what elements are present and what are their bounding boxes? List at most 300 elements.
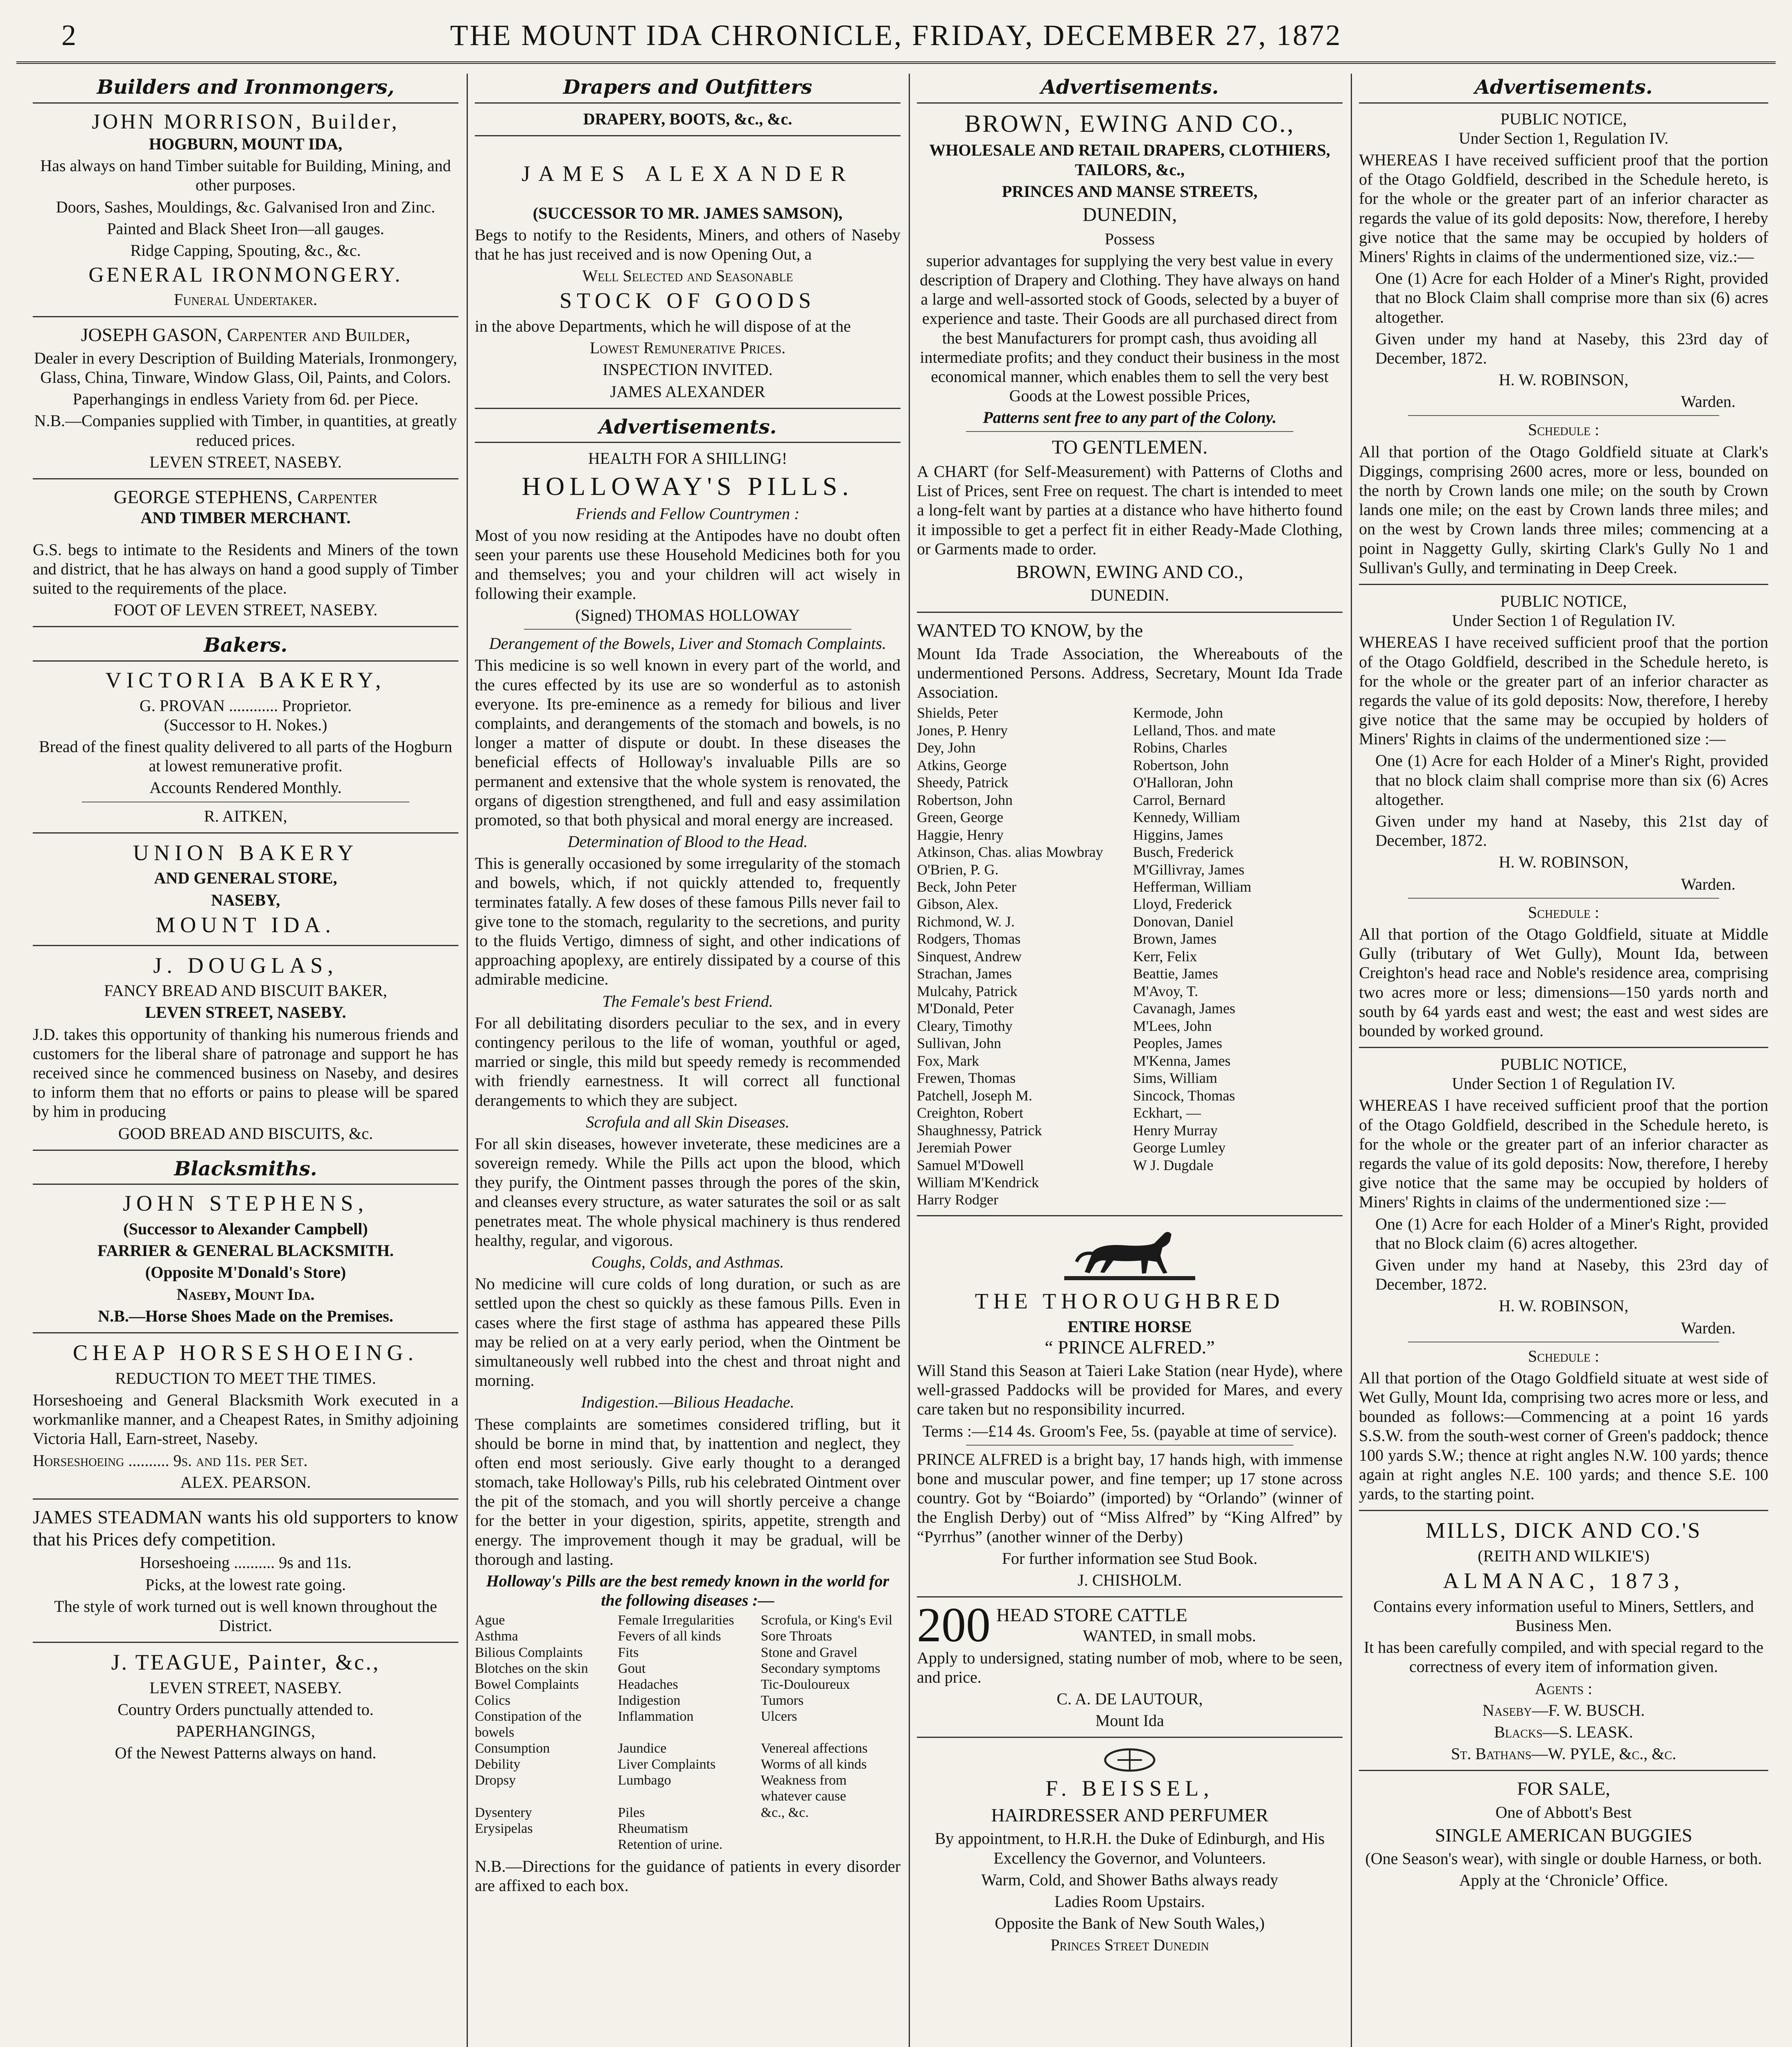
sub-heading: TO GENTLEMEN. — [1052, 436, 1208, 459]
masthead — [16, 8, 1776, 66]
person-name: Hefferman, William — [1133, 879, 1252, 895]
ad-text: NASEBY, — [211, 890, 280, 909]
ad-text: GENERAL IRONMONGERY. — [88, 263, 403, 287]
disease-item: Weakness from whatever cause — [761, 1773, 847, 1804]
ad-heading: UNION BAKERY — [133, 840, 359, 865]
ad-subheading: WHOLESALE AND RETAIL DRAPERS, CLOTHIERS, TAILORS, &c., — [929, 141, 1330, 179]
notice-regulation: Under Section 1 of Regulation IV. — [1452, 1074, 1675, 1093]
ad-text: These complaints are sometimes considered trifling, but it should be borne in mind that, by inattention and neglect, they often end most seriously. Give early thought to a deranged stomach, take Holloway's Pills, rub his celebrated Ointment over the pit of the stomach, and you will shortly perceive a change for the better in your digestion, spirits, appetite, strength and energy. The improvement though it may be gradual, will be thorough and lasting. — [475, 1414, 901, 1568]
disease-item — [475, 1837, 614, 1853]
persons-list — [917, 704, 1343, 1209]
person-name: O'Halloran, John — [1133, 774, 1233, 791]
ad-city: DUNEDIN, — [1082, 203, 1177, 226]
newspaper-page — [16, 8, 1776, 2047]
person-name: Kerr, Felix — [1133, 948, 1197, 965]
notice-signature: H. W. ROBINSON, — [1499, 1297, 1629, 1315]
wanted-to-know-ad — [917, 619, 1343, 1209]
ad-text: FARRIER & GENERAL BLACKSMITH. — [97, 1241, 394, 1260]
ad-heading: VICTORIA BAKERY, — [105, 667, 386, 692]
ad-text: Opposite the Bank of New South Wales,) — [995, 1914, 1265, 1933]
public-notice-3 — [1359, 1055, 1768, 1503]
alexander-ad — [475, 161, 901, 401]
ad-text: One of Abbott's Best — [1495, 1803, 1632, 1821]
brown-ewing-ad — [917, 109, 1343, 605]
ad-subheading: AND TIMBER MERCHANT. — [140, 508, 351, 527]
person-name: Eckhart, — — [1133, 1105, 1201, 1121]
disease-item: Liver Complaints — [618, 1757, 716, 1772]
section-heading: Blacksmiths. — [33, 1157, 458, 1185]
ad-text: G. PROVAN ............ Proprietor. — [139, 696, 352, 715]
ad-address: LEVEN STREET, NASEBY. — [149, 1678, 342, 1697]
person-name: Robertson, John — [917, 791, 1013, 808]
sub-heading: Scrofula and all Skin Diseases. — [586, 1112, 790, 1131]
person-name: M'Gillivray, James — [1133, 861, 1245, 878]
ad-heading: JAMES STEADMAN wants his old supporters to know that his Prices defy competition. — [33, 1506, 458, 1550]
ad-text: Most of you now residing at the Antipodes have no doubt often seen your parents use these Household Medicines both for you and themselves; you and your children will act wisely in following their example. — [475, 526, 901, 603]
ad-text: LEVEN STREET, NASEBY. — [145, 1003, 346, 1022]
disease-item: Venereal affections — [761, 1741, 868, 1756]
ad-text: FOOT OF LEVEN STREET, NASEBY. — [113, 601, 378, 619]
person-name: Harry Rodger — [917, 1191, 998, 1208]
column-1 — [33, 76, 458, 2047]
ad-address: PRINCES AND MANSE STREETS, — [1002, 182, 1258, 201]
person-name: Patchell, Joseph M. — [917, 1087, 1032, 1104]
section-heading: Builders and Ironmongers, — [33, 76, 458, 104]
person-name: Creighton, Robert — [917, 1105, 1023, 1121]
disease-item: Fevers of all kinds — [618, 1629, 721, 1644]
ad-text: superior advantages for supplying the very best value in every description of Drapery and Clothing. They have always on hand a large and well-assorted stock of Goods, selected by a buyer of experience and taste. Their Goods are all purchased direct from the best Manufacturers for prompt cash, thus avoiding all intermediate profits; and they conduct their business in the most economical manner, which enables them to sell the very best Goods at the Lowest possible Prices, — [920, 251, 1340, 405]
ad-text: Dealer in every Description of Building Materials, Ironmongery, Glass, China, Tinware, Window Glass, Oil, Paints, and Colors. — [34, 348, 457, 387]
person-name: Cavanagh, James — [1133, 1000, 1235, 1017]
ad-text: N.B.—Directions for the guidance of patients in every disorder are affixed to each box. — [475, 1857, 901, 1895]
disease-item: Jaundice — [618, 1741, 667, 1756]
ad-text: For all skin diseases, however inveterate, these medicines are a sovereign remedy. While the Pills act upon the blood, which they purify, the Ointment passes through the pores of the skin, and cleanses every structure, as water saturates the soil or as salt penetrates meat. The whole physical machinery is thus rendered healthy, regular, and vigorous. — [475, 1134, 901, 1249]
ad-signature: ALEX. PEARSON. — [180, 1473, 311, 1491]
divider — [524, 629, 851, 630]
person-name: Robertson, John — [1133, 757, 1229, 773]
section-heading: Advertisements. — [917, 76, 1343, 104]
divider — [33, 478, 458, 479]
ad-text: PRINCE ALFRED is a bright bay, 17 hands high, with immense bone and muscular power, and fine temper; up 17 stone across country. Got by “Boiardo” (imported) by “Orlando” (winner of the English Derby) out of “Miss Alfred” by “King Alfred” by “Pyrrhus” (another winner of the Derby) — [917, 1450, 1343, 1546]
ad-text: Princes Street Dunedin — [1050, 1936, 1209, 1954]
person-name: Busch, Frederick — [1133, 844, 1234, 861]
disease-item: Tumors — [761, 1692, 804, 1708]
disease-item: Asthma — [475, 1629, 518, 1644]
disease-item: Blotches on the skin — [475, 1661, 588, 1676]
person-name: Peoples, James — [1133, 1035, 1222, 1052]
divider — [33, 1150, 458, 1151]
divider — [475, 408, 901, 409]
ad-text: Horseshoeing and General Blacksmith Work executed in a workmanlike manner, and a Cheapest Rates, in Smithy adjoining Victoria Hall, Earn-street, Naseby. — [33, 1390, 458, 1448]
disease-item — [761, 1837, 901, 1853]
price-value: 9s. and 11s. per Set. — [173, 1451, 308, 1470]
person-name: Sinquest, Andrew — [917, 948, 1022, 965]
public-notice-2 — [1359, 592, 1768, 1040]
ad-text: By appointment, to H.R.H. the Duke of Edinburgh, and His Excellency the Governor, and Volunteers. — [934, 1829, 1325, 1867]
person-name: Atkins, George — [917, 757, 1007, 773]
ad-text: Will Stand this Season at Taieri Lake Station (near Hyde), where well-grassed Paddocks will be provided for Mares, and every care taken but no responsibility incurred. — [917, 1361, 1343, 1419]
running-head: THE MOUNT IDA CHRONICLE, FRIDAY, DECEMBER 27, 1872 — [450, 19, 1342, 52]
horse-icon — [1060, 1223, 1199, 1284]
ad-heading: J. DOUGLAS, — [153, 953, 338, 978]
section-heading: Advertisements. — [1359, 76, 1768, 104]
disease-item: Sore Throats — [761, 1629, 832, 1644]
column-rule — [1351, 74, 1352, 2047]
divider — [917, 612, 1343, 613]
ad-text: LEVEN STREET, NASEBY. — [149, 452, 342, 471]
notice-heading: PUBLIC NOTICE, — [1500, 592, 1627, 610]
person-name: Robins, Charles — [1133, 739, 1227, 756]
ad-heading: CHEAP HORSESHOEING. — [72, 1340, 419, 1365]
notice-heading: PUBLIC NOTICE, — [1500, 1055, 1627, 1074]
john-stephens-ad — [33, 1191, 458, 1326]
page-number: 2 — [61, 19, 76, 52]
gason-ad — [33, 324, 458, 472]
disease-list — [475, 1612, 901, 1852]
ad-heading: JAMES ALEXANDER — [521, 161, 854, 186]
person-name: Higgins, James — [1133, 826, 1223, 843]
ad-heading: J. TEAGUE, Painter, &c., — [111, 1650, 380, 1675]
ad-text: Accounts Rendered Monthly. — [149, 778, 342, 797]
person-name: Fox, Mark — [917, 1052, 979, 1069]
ad-agent: St. Bathans—W. PYLE, &c., &c. — [1451, 1744, 1677, 1763]
ad-signature: (Signed) THOMAS HOLLOWAY — [575, 606, 800, 625]
person-name: O'Brien, P. G. — [917, 861, 999, 878]
ad-price-row: Horseshoeing .......... 9s. and 11s. per Set. — [33, 1451, 308, 1470]
ad-heading: JOSEPH GASON, Carpenter and Builder, — [81, 324, 411, 345]
notice-schedule-heading: Schedule : — [1528, 903, 1599, 922]
disease-item: Lumbago — [618, 1773, 671, 1788]
ad-subheading: REDUCTION TO MEET THE TIMES. — [115, 1369, 376, 1387]
divider — [33, 1498, 458, 1500]
disease-item: Erysipelas — [475, 1821, 533, 1836]
ad-text: Begs to notify to the Residents, Miners, and others of Naseby that he has just received and is now Opening Out, a — [475, 225, 901, 263]
column-rule — [909, 74, 910, 2047]
ad-text: Paperhangings in endless Variety from 6d. per Piece. — [72, 390, 419, 409]
ad-text: R. AITKEN, — [204, 807, 287, 825]
cheap-horseshoeing-ad — [33, 1340, 458, 1492]
person-name: Donovan, Daniel — [1133, 913, 1234, 930]
disease-item: Consumption — [475, 1741, 550, 1756]
person-name: Brown, James — [1133, 931, 1216, 947]
price-label: Horseshoeing — [33, 1451, 124, 1470]
notice-regulation: Under Section 1, Regulation IV. — [1458, 129, 1669, 147]
person-name: Shaughnessy, Patrick — [917, 1122, 1042, 1139]
divider — [917, 1737, 1343, 1738]
person-name: Frewen, Thomas — [917, 1070, 1016, 1087]
ad-text: Country Orders punctually attended to. — [117, 1700, 374, 1719]
ad-heading: WANTED TO KNOW, by the — [917, 619, 1143, 641]
morrison-ad — [33, 109, 458, 310]
ad-text: Bread of the finest quality delivered to all parts of the Hogburn at lowest remunerative profit. — [39, 737, 452, 775]
douglas-ad — [33, 953, 458, 1143]
section-heading: Bakers. — [33, 634, 458, 662]
ad-text: For all debilitating disorders peculiar to the sex, and in every contingency perilous to the life of woman, youthful or aged, married or single, this mild but speedy remedy is recommended with friendly earnestness. It will correct all functional derangements to which they are subject. — [475, 1013, 901, 1109]
ad-text: Lowest Remunerative Prices. — [589, 339, 786, 357]
ad-text: This is generally occasioned by some irregularity of the stomach and bowels, which, if not quickly attended to, frequently terminates fatally. A few doses of these famous Pills never fail to give tone to the stomach, regularity to the secretions, and purity to the fluids Vertigo, dimness of sight, and other indications of approaching apoplexy, are entirely dissipated by a course of this admirable medicine. — [475, 854, 901, 989]
public-notice-1 — [1359, 109, 1768, 577]
notice-size: One (1) Acre for each Holder of a Miner's Right, provided that no Block Claim shall comprise more than six (6) acres altogether. — [1375, 269, 1768, 326]
person-name: Gibson, Alex. — [917, 896, 999, 913]
divider — [1359, 1770, 1768, 1771]
ad-text: (One Season's wear), with single or double Harness, or both. — [1365, 1849, 1762, 1868]
ad-text: The style of work turned out is well known throughout the District. — [54, 1597, 437, 1635]
horse-name: “ PRINCE ALFRED.” — [1045, 1336, 1215, 1358]
sub-heading: DRAPERY, BOOTS, &c., &c. — [583, 109, 792, 128]
notice-regulation: Under Section 1 of Regulation IV. — [1452, 611, 1675, 630]
divider — [1359, 1510, 1768, 1511]
ad-heading: THE THOROUGHBRED — [975, 1288, 1285, 1313]
person-name: William M'Kendrick — [917, 1174, 1039, 1191]
ad-text: Painted and Black Sheet Iron—all gauges. — [107, 219, 384, 238]
divider — [33, 1642, 458, 1643]
person-name: Strachan, James — [917, 965, 1012, 982]
ad-text: Apply to undersigned, stating number of mob, where to be seen, and price. — [917, 1648, 1343, 1686]
disease-item: Dysentery — [475, 1805, 532, 1820]
disease-item: Secondary symptoms — [761, 1661, 880, 1676]
column-3 — [917, 76, 1343, 2047]
disease-item — [761, 1821, 901, 1837]
for-sale-ad — [1359, 1778, 1768, 1890]
notice-heading: PUBLIC NOTICE, — [1500, 109, 1627, 128]
victoria-bakery-ad — [33, 667, 458, 826]
person-name: Sheedy, Patrick — [917, 774, 1009, 791]
teague-ad — [33, 1649, 458, 1762]
steadman-ad — [33, 1506, 458, 1635]
divider — [1359, 1047, 1768, 1048]
divider — [33, 1332, 458, 1333]
ad-tagline: HEALTH FOR A SHILLING! — [588, 449, 788, 468]
beissel-ad — [917, 1744, 1343, 1954]
ad-text: in the above Departments, which he will dispose of at the — [475, 317, 851, 335]
ad-subheading: AND GENERAL STORE, — [154, 869, 337, 888]
person-name: Rodgers, Thomas — [917, 931, 1021, 947]
disease-item: Retention of urine. — [618, 1837, 723, 1852]
person-name: Mulcahy, Patrick — [917, 983, 1018, 999]
ad-heading: F. BEISSEL, — [1045, 1776, 1214, 1801]
notice-schedule: All that portion of the Otago Goldfield, situate at Middle Gully (tributary of Wet Gully), Mount Ida, between Creighton's head race and Noble's residence area, comprising two acres more or less; dimensions—150 yards north and south by 64 yards east and west; the east and west sides are bounded by worked ground. — [1359, 924, 1768, 1040]
ad-subheading: HAIRDRESSER AND PERFUMER — [991, 1805, 1268, 1826]
divider — [966, 1445, 1293, 1446]
disease-item: Stone and Gravel — [761, 1645, 858, 1660]
notice-body: WHEREAS I have received sufficient proof that the portion of the Otago Goldfield, described in the Schedule hereto, is for the whole or the greater part of an inferior character as regards the value of its gold deposits: Now, therefore, I hereby give notice that the same may be occupied by holders of Miners' Rights in claims of the undermentioned size, viz.:— — [1359, 151, 1768, 266]
ad-text: STOCK OF GOODS — [559, 288, 816, 313]
ad-terms: Terms :—£14 4s. Groom's Fee, 5s. (payable at time of service). — [922, 1421, 1337, 1440]
ad-heading: MILLS, DICK AND CO.'S — [1425, 1518, 1702, 1543]
disease-item: Ulcers — [761, 1708, 797, 1724]
stephens-ad — [33, 486, 458, 619]
notice-schedule-heading: Schedule : — [1528, 420, 1599, 439]
divider — [33, 626, 458, 627]
disease-item: Bowel Complaints — [475, 1676, 579, 1692]
disease-item: Headaches — [618, 1676, 678, 1692]
person-name: Kermode, John — [1133, 705, 1223, 721]
ad-text: For further information see Stud Book. — [1002, 1549, 1258, 1568]
person-name: M'Donald, Peter — [917, 1000, 1014, 1017]
ad-heading: FOR SALE, — [1517, 1778, 1610, 1799]
person-name: Jeremiah Power — [917, 1139, 1011, 1156]
ad-subheading: (REITH AND WILKIE'S) — [1478, 1546, 1650, 1565]
ad-address: HOGBURN, MOUNT IDA, — [149, 134, 343, 153]
ad-text: Well Selected and Seasonable — [582, 267, 793, 285]
ad-text: It has been carefully compiled, and with special regard to the correctness of every item of information given. — [1363, 1638, 1764, 1676]
divider — [966, 431, 1293, 432]
ad-signature: J. CHISHOLM. — [1077, 1570, 1182, 1589]
section-heading: Drapers and Outfitters — [475, 76, 901, 104]
persons-list-left — [917, 704, 1126, 1209]
ad-text: INSPECTION INVITED. — [603, 360, 773, 379]
ad-title: ALMANAC, 1873, — [1443, 1568, 1684, 1593]
ad-text: PAPERHANGINGS, — [176, 1722, 315, 1741]
ad-heading: HOLLOWAY'S PILLS. — [521, 471, 854, 501]
ad-text: (SUCCESSOR TO MR. JAMES SAMSON), — [533, 203, 843, 222]
disease-item: Dropsy — [475, 1773, 516, 1788]
disease-item: Constipation of the bowels — [475, 1708, 582, 1740]
persons-list-right — [1133, 704, 1343, 1209]
thoroughbred-ad — [917, 1223, 1343, 1590]
ad-heading: GEORGE STEPHENS, Carpenter — [113, 486, 378, 508]
sub-heading: Derangement of the Bowels, Liver and Stomach Complaints. — [489, 634, 886, 653]
notice-size: One (1) Acre for each Holder of a Miner's Right, provided that no block claim shall comprise more than six (6) Acres altogether. — [1375, 751, 1768, 809]
disease-item: Indigestion — [618, 1692, 681, 1708]
sub-heading: Indigestion.—Bilious Headache. — [581, 1393, 794, 1412]
divider — [33, 316, 458, 317]
ad-text: G.S. begs to intimate to the Residents and Miners of the town and district, that he has always on hand a good supply of Timber suited to the requirements of the place. — [33, 540, 458, 597]
sub-heading: Friends and Fellow Countrymen : — [576, 504, 800, 523]
notice-signature: H. W. ROBINSON, — [1499, 853, 1629, 872]
ad-text: Of the Newest Patterns always on hand. — [115, 1744, 377, 1762]
divider — [917, 1215, 1343, 1216]
person-name: Beck, John Peter — [917, 879, 1016, 895]
ad-text: Funeral Undertaker. — [174, 290, 318, 309]
person-name: Jones, P. Henry — [917, 722, 1008, 739]
disease-item: &c., &c. — [761, 1805, 809, 1820]
column-2 — [475, 76, 901, 2047]
ad-heading: BROWN, EWING AND CO., — [964, 110, 1295, 137]
notice-given: Given under my hand at Naseby, this 23rd day of December, 1872. — [1375, 1255, 1768, 1294]
ad-text: (Successor to Alexander Campbell) — [123, 1220, 368, 1238]
notice-size: One (1) Acre for each Holder of a Miner's Right, provided that no Block claim (6) acres altogether. — [1375, 1214, 1768, 1252]
notice-signature: H. W. ROBINSON, — [1499, 371, 1629, 389]
ad-text: MOUNT IDA. — [156, 912, 336, 937]
disease-item: Fits — [618, 1645, 639, 1660]
divider — [475, 135, 901, 136]
ad-text: GOOD BREAD AND BISCUITS, &c. — [118, 1124, 373, 1143]
store-cattle-ad — [917, 1597, 1343, 1730]
ad-agents-heading: Agents : — [1535, 1679, 1593, 1698]
cattle-count: 200 — [917, 1597, 991, 1652]
ad-text: N.B.—Horse Shoes Made on the Premises. — [98, 1306, 393, 1325]
ad-text: Horseshoeing .......... 9s and 11s. — [140, 1553, 352, 1572]
ad-agent: Naseby—F. W. BUSCH. — [1482, 1701, 1645, 1719]
disease-item: Worms of all kinds — [761, 1757, 867, 1772]
ad-text: Contains every information useful to Miners, Settlers, and Business Men. — [1373, 1597, 1754, 1635]
disease-item: Rheumatism — [618, 1821, 688, 1836]
disease-item: Debility — [475, 1757, 521, 1772]
disease-item: Inflammation — [618, 1708, 694, 1724]
person-name: Cleary, Timothy — [917, 1017, 1013, 1034]
divider — [1408, 898, 1719, 899]
person-name: Carrol, Bernard — [1133, 791, 1226, 808]
person-name: M'Kenna, James — [1133, 1052, 1231, 1069]
ad-place: Mount Ida — [1095, 1711, 1164, 1730]
disease-item: Tic-Douloureux — [761, 1676, 850, 1692]
disease-item: Piles — [618, 1805, 645, 1820]
ad-text: N.B.—Companies supplied with Timber, in quantities, at greatly reduced prices. — [34, 411, 457, 450]
person-name: M'Avoy, T. — [1133, 983, 1198, 999]
disease-item: Colics — [475, 1692, 510, 1708]
ad-signature: C. A. DE LAUTOUR, — [1056, 1689, 1203, 1708]
notice-body: WHEREAS I have received sufficient proof that the portion of the Otago Goldfield, described in the Schedule hereto, is for the whole or the greater part of an inferior character as regards the value of its gold deposits: Now, therefore, I hereby give notice that the same may be occupied by holders of Miners' Rights in claims of the undermentioned size :— — [1359, 633, 1768, 748]
person-name: Richmond, W. J. — [917, 913, 1015, 930]
notice-schedule: All that portion of the Otago Goldfield situate at Clark's Diggings, comprising 2600 acres, more or less, bounded on the north by Crown lands one mile; on the south by Crown lands one mile; on the east by Crown lands three miles; and on the west by Crown lands three miles; commencing at a point in Naggetty Gully, skirting Clark's Gully No 1 and Sullivan's Gully, and terminating in Deep Creek. — [1359, 442, 1768, 577]
person-name: Samuel M'Dowell — [917, 1157, 1024, 1173]
notice-role: Warden. — [1681, 874, 1736, 893]
person-name: Sullivan, John — [917, 1035, 1002, 1052]
person-name: Lloyd, Frederick — [1133, 896, 1232, 913]
disease-item: Scrofula, or King's Evil — [761, 1613, 893, 1628]
ad-text: J.D. takes this opportunity of thanking his numerous friends and customers for the liberal share of patronage and support he has received since he commenced business on Naseby, and desires to inform them that no efforts or pains to please will be spared by him in producing — [33, 1025, 458, 1121]
person-name: W J. Dugdale — [1133, 1157, 1214, 1173]
ad-text: Mount Ida Trade Association, the Whereabouts of the undermentioned Persons. Address, Secretary, Mount Ida Trade Association. — [917, 644, 1343, 702]
ad-text: Ladies Room Upstairs. — [1054, 1892, 1205, 1911]
person-name: Lelland, Thos. and mate — [1133, 722, 1276, 739]
ad-text: Apply at the ‘Chronicle’ Office. — [1459, 1871, 1668, 1890]
person-name: Green, George — [917, 809, 1004, 826]
divider — [1359, 584, 1768, 585]
union-bakery-ad — [33, 840, 458, 938]
divider — [33, 832, 458, 834]
person-name: Sincock, Thomas — [1133, 1087, 1235, 1104]
person-name: M'Lees, John — [1133, 1017, 1212, 1034]
notice-role: Warden. — [1681, 392, 1736, 411]
ad-text: (Successor to H. Nokes.) — [164, 715, 327, 734]
sub-heading: Coughs, Colds, and Asthmas. — [591, 1253, 784, 1272]
disease-item: Female Irregularities — [618, 1613, 734, 1628]
holloway-ad — [475, 449, 901, 1895]
divider — [33, 945, 458, 946]
person-name: Beattie, James — [1133, 965, 1218, 982]
ad-heading: JOHN MORRISON, Builder, — [92, 110, 399, 133]
ad-signature: BROWN, EWING AND CO., — [1016, 561, 1244, 583]
sub-heading: Holloway's Pills are the best remedy known in the world for the following diseases :— — [486, 1572, 889, 1610]
ad-heading: JOHN STEPHENS, — [122, 1191, 369, 1216]
ad-text: Ridge Capping, Spouting, &c., &c. — [130, 241, 361, 260]
ad-subheading: WANTED, in small mobs. — [1083, 1627, 1256, 1645]
masthead-rule — [16, 61, 1776, 64]
ad-text: Doors, Sashes, Mouldings, &c. Galvanised Iron and Zinc. — [56, 197, 436, 216]
notice-body: WHEREAS I have received sufficient proof that the portion of the Otago Goldfield, described in the Schedule hereto, is for the whole or the greater part of an inferior character as regards the value of its gold deposits: Now, therefore, I hereby give notice that the same may be occupied by holders of Miners' Rights in claims of the undermentioned size :— — [1359, 1096, 1768, 1211]
notice-given: Given under my hand at Naseby, this 21st day of December, 1872. — [1375, 812, 1768, 850]
almanac-ad — [1359, 1518, 1768, 1763]
disease-item: Gout — [618, 1661, 646, 1676]
person-name: George Lumley — [1133, 1139, 1226, 1156]
ad-text: Patterns sent free to any part of the Colony. — [983, 408, 1277, 427]
column-4 — [1359, 76, 1768, 2047]
notice-given: Given under my hand at Naseby, this 23rd day of December, 1872. — [1375, 329, 1768, 367]
ad-agent: Blacks—S. LEASK. — [1494, 1722, 1633, 1741]
person-name: Dey, John — [917, 739, 976, 756]
ad-text: Naseby, Mount Ida. — [176, 1285, 315, 1304]
ad-text: No medicine will cure colds of long duration, or such as are settled upon the chest so quickly as these famous Pills. Even in cases where the first stage of asthma has appeared these Pills may be relied on at a very early period, when the Ointment be simultaneously well rubbed into the chest and throat night and morning. — [475, 1274, 901, 1390]
divider — [1408, 415, 1719, 416]
person-name: Haggie, Henry — [917, 826, 1004, 843]
disease-item: Bilious Complaints — [475, 1645, 583, 1660]
person-name: Henry Murray — [1133, 1122, 1218, 1139]
ad-text: SINGLE AMERICAN BUGGIES — [1435, 1824, 1693, 1846]
section-heading: Advertisements. — [475, 416, 901, 443]
ad-subheading: ENTIRE HORSE — [1068, 1317, 1192, 1336]
